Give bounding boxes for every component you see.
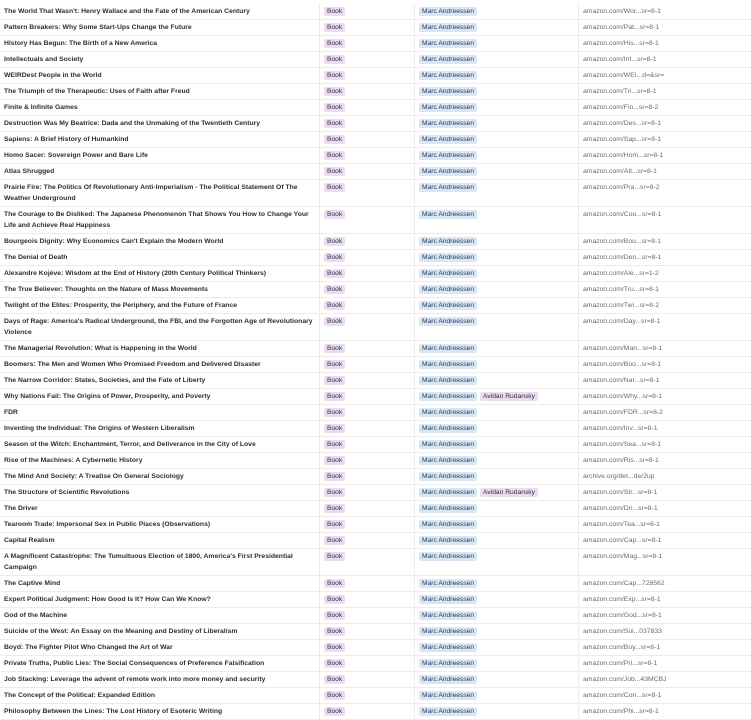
type-tag: Book bbox=[324, 691, 345, 700]
person-tag: Avidan Rudansky bbox=[480, 488, 538, 497]
person-tag: Marc Andreessen bbox=[419, 376, 477, 385]
link-cell[interactable]: amazon.com/Mag...sr=8-1 bbox=[583, 553, 663, 560]
type-cell[interactable] bbox=[320, 207, 415, 233]
title-cell[interactable]: The Courage to Be Disliked: The Japanese Phenomenon That Shows You How to Change Your Life and Achieve Real Happiness bbox=[0, 207, 320, 233]
title-cell[interactable]: Season of the Witch: Enchantment, Terror, and Deliverance in the City of Love bbox=[0, 437, 320, 452]
link-cell[interactable]: amazon.com/Phi...sr=8-1 bbox=[583, 708, 659, 715]
table-row[interactable] bbox=[0, 180, 751, 207]
table-row[interactable] bbox=[0, 36, 751, 52]
title-cell[interactable]: Bourgeois Dignity: Why Economics Can't Explain the Modern World bbox=[0, 234, 320, 249]
person-tag: Marc Andreessen bbox=[419, 87, 477, 96]
link-cell[interactable]: amazon.com/Exp...sr=8-1 bbox=[583, 596, 661, 603]
table-row[interactable] bbox=[0, 84, 751, 100]
link-cell[interactable]: amazon.com/Sea...sr=8-1 bbox=[583, 441, 662, 448]
recommendations-table bbox=[0, 4, 751, 720]
person-tag: Marc Andreessen bbox=[419, 253, 477, 262]
person-tag: Marc Andreessen bbox=[419, 520, 477, 529]
link-cell[interactable]: amazon.com/Man...sr=8-1 bbox=[583, 345, 663, 352]
type-cell[interactable] bbox=[320, 341, 415, 356]
type-tag: Book bbox=[324, 167, 345, 176]
type-cell[interactable] bbox=[320, 357, 415, 372]
type-cell[interactable] bbox=[320, 656, 415, 671]
title-cell[interactable]: The Triumph of the Therapeutic: Uses of Faith after Freud bbox=[0, 84, 320, 99]
link-cell[interactable]: amazon.com/WEI...d=&sr= bbox=[583, 72, 665, 79]
title-cell[interactable]: Prairie Fire: The Politics Of Revolutionary Anti-Imperialism - The Political Statement Of The Weather Underground bbox=[0, 180, 320, 206]
person-tag: Marc Andreessen bbox=[419, 23, 477, 32]
type-cell[interactable] bbox=[320, 20, 415, 35]
type-tag: Book bbox=[324, 579, 345, 588]
recommended-by-cell[interactable] bbox=[415, 704, 579, 719]
link-cell[interactable]: amazon.com/Cap...728562 bbox=[583, 580, 665, 587]
recommended-by-cell[interactable] bbox=[415, 207, 579, 233]
table-row[interactable] bbox=[0, 100, 751, 116]
title-cell[interactable]: Suicide of the West: An Essay on the Meaning and Destiny of Liberalism bbox=[0, 624, 320, 639]
table-row[interactable] bbox=[0, 52, 751, 68]
title-cell[interactable]: Alexandre Kojève: Wisdom at the End of History (20th Century Political Thinkers) bbox=[0, 266, 320, 281]
table-row[interactable] bbox=[0, 4, 751, 20]
type-cell[interactable] bbox=[320, 549, 415, 575]
type-cell[interactable] bbox=[320, 298, 415, 313]
link-cell[interactable]: amazon.com/Tri...sr=8-1 bbox=[583, 88, 657, 95]
type-cell[interactable] bbox=[320, 640, 415, 655]
type-cell[interactable] bbox=[320, 84, 415, 99]
type-tag: Book bbox=[324, 344, 345, 353]
person-tag: Marc Andreessen bbox=[419, 611, 477, 620]
table-row[interactable] bbox=[0, 453, 751, 469]
type-cell[interactable] bbox=[320, 164, 415, 179]
person-tag: Marc Andreessen bbox=[419, 579, 477, 588]
type-cell[interactable] bbox=[320, 266, 415, 281]
type-tag: Book bbox=[324, 536, 345, 545]
table-row[interactable] bbox=[0, 608, 751, 624]
type-tag: Book bbox=[324, 643, 345, 652]
link-cell[interactable]: amazon.com/Ris...sr=8-1 bbox=[583, 457, 659, 464]
person-tag: Marc Andreessen bbox=[419, 643, 477, 652]
recommended-by-cell[interactable] bbox=[415, 608, 579, 623]
type-cell[interactable] bbox=[320, 52, 415, 67]
link-cell[interactable]: amazon.com/Inv...sr=8-1 bbox=[583, 425, 658, 432]
recommended-by-cell[interactable] bbox=[415, 4, 579, 19]
type-tag: Book bbox=[324, 424, 345, 433]
type-tag: Book bbox=[324, 103, 345, 112]
recommended-by-cell[interactable] bbox=[415, 234, 579, 249]
title-cell[interactable]: The True Believer: Thoughts on the Nature of Mass Movements bbox=[0, 282, 320, 297]
table-row[interactable] bbox=[0, 357, 751, 373]
recommended-by-cell[interactable] bbox=[415, 341, 579, 356]
person-tag: Marc Andreessen bbox=[419, 392, 477, 401]
recommended-by-cell[interactable] bbox=[415, 517, 579, 532]
type-cell[interactable] bbox=[320, 672, 415, 687]
link-cell[interactable]: amazon.com/Job...43MCBJ bbox=[583, 676, 667, 683]
person-tag: Marc Andreessen bbox=[419, 488, 477, 497]
type-tag: Book bbox=[324, 675, 345, 684]
person-tag: Marc Andreessen bbox=[419, 39, 477, 48]
title-cell[interactable]: Why Nations Fail: The Origins of Power, Prosperity, and Poverty bbox=[0, 389, 320, 404]
person-tag: Marc Andreessen bbox=[419, 536, 477, 545]
table-row[interactable] bbox=[0, 298, 751, 314]
title-cell[interactable]: The Denial of Death bbox=[0, 250, 320, 265]
recommended-by-cell[interactable] bbox=[415, 148, 579, 163]
person-tag: Marc Andreessen bbox=[419, 360, 477, 369]
recommended-by-cell[interactable] bbox=[415, 52, 579, 67]
title-cell[interactable]: God of the Machine bbox=[0, 608, 320, 623]
person-tag: Marc Andreessen bbox=[419, 103, 477, 112]
person-tag: Marc Andreessen bbox=[419, 472, 477, 481]
table-row[interactable] bbox=[0, 421, 751, 437]
title-cell[interactable]: The Concept of the Political: Expanded Edition bbox=[0, 688, 320, 703]
title-cell[interactable]: The Structure of Scientific Revolutions bbox=[0, 485, 320, 500]
link-cell[interactable]: amazon.com/Bou...sr=8-1 bbox=[583, 238, 662, 245]
title-cell[interactable]: Destruction Was My Beatrice: Dada and the Unmaking of the Twentieth Century bbox=[0, 116, 320, 131]
person-tag: Marc Andreessen bbox=[419, 135, 477, 144]
table-row[interactable] bbox=[0, 501, 751, 517]
link-cell[interactable]: amazon.com/Den...sr=8-1 bbox=[583, 254, 662, 261]
type-cell[interactable] bbox=[320, 36, 415, 51]
table-row[interactable] bbox=[0, 314, 751, 341]
person-tag: Marc Andreessen bbox=[419, 595, 477, 604]
title-cell[interactable]: Philosophy Between the Lines: The Lost History of Esoteric Writing bbox=[0, 704, 320, 719]
type-tag: Book bbox=[324, 151, 345, 160]
recommended-by-cell[interactable] bbox=[415, 656, 579, 671]
recommended-by-cell[interactable] bbox=[415, 421, 579, 436]
title-cell[interactable]: Expert Political Judgment: How Good Is It? How Can We Know? bbox=[0, 592, 320, 607]
type-cell[interactable] bbox=[320, 608, 415, 623]
person-tag: Marc Andreessen bbox=[419, 659, 477, 668]
person-tag: Marc Andreessen bbox=[419, 285, 477, 294]
type-cell[interactable] bbox=[320, 688, 415, 703]
table-row[interactable] bbox=[0, 672, 751, 688]
type-cell[interactable] bbox=[320, 282, 415, 297]
type-cell[interactable] bbox=[320, 704, 415, 719]
table-row[interactable] bbox=[0, 656, 751, 672]
person-tag: Marc Andreessen bbox=[419, 504, 477, 513]
type-tag: Book bbox=[324, 183, 345, 192]
link-cell[interactable]: amazon.com/Pri...sr=8-1 bbox=[583, 660, 658, 667]
person-tag: Marc Andreessen bbox=[419, 552, 477, 561]
type-cell[interactable] bbox=[320, 373, 415, 388]
type-tag: Book bbox=[324, 237, 345, 246]
table-row[interactable] bbox=[0, 20, 751, 36]
recommended-by-cell[interactable] bbox=[415, 20, 579, 35]
type-cell[interactable] bbox=[320, 116, 415, 131]
type-cell[interactable] bbox=[320, 576, 415, 591]
link-cell[interactable]: amazon.com/Fin...sr=8-2 bbox=[583, 104, 659, 111]
type-tag: Book bbox=[324, 135, 345, 144]
type-tag: Book bbox=[324, 360, 345, 369]
type-tag: Book bbox=[324, 488, 345, 497]
title-cell[interactable]: Tearoom Trade: Impersonal Sex in Public Places (Observations) bbox=[0, 517, 320, 532]
type-cell[interactable] bbox=[320, 453, 415, 468]
person-tag: Marc Andreessen bbox=[419, 344, 477, 353]
type-tag: Book bbox=[324, 504, 345, 513]
type-cell[interactable] bbox=[320, 148, 415, 163]
title-cell[interactable]: The Captive Mind bbox=[0, 576, 320, 591]
table-row[interactable] bbox=[0, 207, 751, 234]
recommended-by-cell[interactable] bbox=[415, 298, 579, 313]
title-cell[interactable]: A Magnificent Catastrophe: The Tumultuous Election of 1800, America's First Presidential Campaign bbox=[0, 549, 320, 575]
person-tag: Marc Andreessen bbox=[419, 675, 477, 684]
recommended-by-cell[interactable] bbox=[415, 100, 579, 115]
recommended-by-cell[interactable] bbox=[415, 36, 579, 51]
recommended-by-cell[interactable] bbox=[415, 314, 579, 340]
type-cell[interactable] bbox=[320, 592, 415, 607]
title-cell[interactable]: Capital Realism bbox=[0, 533, 320, 548]
table-row[interactable] bbox=[0, 517, 751, 533]
recommended-by-cell[interactable] bbox=[415, 132, 579, 147]
type-cell[interactable] bbox=[320, 421, 415, 436]
type-tag: Book bbox=[324, 472, 345, 481]
recommended-by-cell[interactable] bbox=[415, 576, 579, 591]
type-cell[interactable] bbox=[320, 314, 415, 340]
link-cell[interactable]: amazon.com/Boy...sr=8-1 bbox=[583, 644, 661, 651]
link-cell[interactable]: amazon.com/Sui...037833 bbox=[583, 628, 662, 635]
recommended-by-cell[interactable] bbox=[415, 405, 579, 420]
person-tag: Marc Andreessen bbox=[419, 408, 477, 417]
type-tag: Book bbox=[324, 440, 345, 449]
person-tag: Marc Andreessen bbox=[419, 424, 477, 433]
recommended-by-cell[interactable] bbox=[415, 592, 579, 607]
table-row[interactable] bbox=[0, 469, 751, 485]
type-tag: Book bbox=[324, 23, 345, 32]
person-tag: Marc Andreessen bbox=[419, 440, 477, 449]
table-row[interactable] bbox=[0, 533, 751, 549]
person-tag: Marc Andreessen bbox=[419, 210, 477, 219]
link-cell[interactable]: amazon.com/Con...sr=8-1 bbox=[583, 692, 662, 699]
person-tag: Marc Andreessen bbox=[419, 167, 477, 176]
table-row[interactable] bbox=[0, 576, 751, 592]
type-tag: Book bbox=[324, 55, 345, 64]
title-cell[interactable]: The Narrow Corridor: States, Societies, and the Fate of Liberty bbox=[0, 373, 320, 388]
type-tag: Book bbox=[324, 456, 345, 465]
recommended-by-cell[interactable] bbox=[415, 453, 579, 468]
person-tag: Marc Andreessen bbox=[419, 55, 477, 64]
type-cell[interactable] bbox=[320, 517, 415, 532]
title-cell[interactable]: Job Stacking: Leverage the advent of remote work into more money and security bbox=[0, 672, 320, 687]
link-cell[interactable]: amazon.com/Wor...sr=8-1 bbox=[583, 8, 661, 15]
table-row[interactable] bbox=[0, 640, 751, 656]
recommended-by-cell[interactable] bbox=[415, 266, 579, 281]
link-cell[interactable]: amazon.com/His...sr=8-1 bbox=[583, 40, 659, 47]
person-tag: Marc Andreessen bbox=[419, 119, 477, 128]
title-cell[interactable]: Boyd: The Fighter Pilot Who Changed the Art of War bbox=[0, 640, 320, 655]
recommended-by-cell[interactable] bbox=[415, 437, 579, 452]
table-row[interactable] bbox=[0, 68, 751, 84]
link-cell[interactable]: amazon.com/Int...sr=8-1 bbox=[583, 56, 657, 63]
type-tag: Book bbox=[324, 317, 345, 326]
link-cell[interactable]: amazon.com/Atl...sr=8-1 bbox=[583, 168, 657, 175]
recommended-by-cell[interactable] bbox=[415, 624, 579, 639]
type-tag: Book bbox=[324, 611, 345, 620]
recommended-by-cell[interactable] bbox=[415, 84, 579, 99]
table-row[interactable] bbox=[0, 405, 751, 421]
type-tag: Book bbox=[324, 392, 345, 401]
table-row[interactable] bbox=[0, 148, 751, 164]
type-tag: Book bbox=[324, 707, 345, 716]
recommended-by-cell[interactable] bbox=[415, 672, 579, 687]
recommended-by-cell[interactable] bbox=[415, 373, 579, 388]
recommended-by-cell[interactable] bbox=[415, 485, 579, 500]
recommended-by-cell[interactable] bbox=[415, 164, 579, 179]
person-tag: Avidan Rudansky bbox=[480, 392, 538, 401]
person-tag: Marc Andreessen bbox=[419, 707, 477, 716]
link-cell[interactable]: amazon.com/God...sr=8-1 bbox=[583, 612, 662, 619]
person-tag: Marc Andreessen bbox=[419, 691, 477, 700]
type-cell[interactable] bbox=[320, 389, 415, 404]
type-cell[interactable] bbox=[320, 234, 415, 249]
link-cell[interactable]: amazon.com/Pat...sr=8-1 bbox=[583, 24, 660, 31]
table-row[interactable] bbox=[0, 266, 751, 282]
type-cell[interactable] bbox=[320, 132, 415, 147]
recommended-by-cell[interactable] bbox=[415, 282, 579, 297]
recommended-by-cell[interactable] bbox=[415, 180, 579, 206]
type-tag: Book bbox=[324, 285, 345, 294]
type-cell[interactable] bbox=[320, 405, 415, 420]
table-row[interactable] bbox=[0, 234, 751, 250]
person-tag: Marc Andreessen bbox=[419, 317, 477, 326]
type-tag: Book bbox=[324, 659, 345, 668]
type-tag: Book bbox=[324, 210, 345, 219]
type-tag: Book bbox=[324, 119, 345, 128]
link-cell[interactable]: amazon.com/Boo...sr=8-1 bbox=[583, 361, 662, 368]
link-cell[interactable]: archive.org/det...de/2up bbox=[583, 473, 655, 480]
link-cell[interactable]: amazon.com/Ale...sr=1-2 bbox=[583, 270, 659, 277]
person-tag: Marc Andreessen bbox=[419, 301, 477, 310]
type-tag: Book bbox=[324, 408, 345, 417]
table-row[interactable] bbox=[0, 132, 751, 148]
type-tag: Book bbox=[324, 7, 345, 16]
link-cell[interactable]: amazon.com/Sap...sr=8-1 bbox=[583, 136, 662, 143]
recommended-by-cell[interactable] bbox=[415, 389, 579, 404]
type-tag: Book bbox=[324, 301, 345, 310]
table-row[interactable] bbox=[0, 389, 751, 405]
type-tag: Book bbox=[324, 71, 345, 80]
link-cell[interactable]: amazon.com/Des...sr=8-1 bbox=[583, 120, 662, 127]
table-row[interactable] bbox=[0, 624, 751, 640]
title-cell[interactable]: Inventing the Individual: The Origins of Western Liberalism bbox=[0, 421, 320, 436]
person-tag: Marc Andreessen bbox=[419, 71, 477, 80]
title-cell[interactable]: Twilight of the Elites: Prosperity, the Periphery, and the Future of France bbox=[0, 298, 320, 313]
link-cell[interactable]: amazon.com/Why...sr=8-1 bbox=[583, 393, 663, 400]
link-cell[interactable]: amazon.com/Twi...sr=8-2 bbox=[583, 302, 660, 309]
recommended-by-cell[interactable] bbox=[415, 357, 579, 372]
title-cell[interactable]: History Has Begun: The Birth of a New America bbox=[0, 36, 320, 51]
link-cell[interactable]: amazon.com/Str...sr=8-1 bbox=[583, 489, 658, 496]
recommended-by-cell[interactable] bbox=[415, 501, 579, 516]
type-cell[interactable] bbox=[320, 437, 415, 452]
table-row[interactable] bbox=[0, 341, 751, 357]
title-cell[interactable]: Sapiens: A Brief History of Humankind bbox=[0, 132, 320, 147]
person-tag: Marc Andreessen bbox=[419, 7, 477, 16]
title-cell[interactable]: Finite & Infinite Games bbox=[0, 100, 320, 115]
link-cell[interactable]: amazon.com/Hom...sr=8-1 bbox=[583, 152, 664, 159]
type-tag: Book bbox=[324, 253, 345, 262]
title-cell[interactable]: The World That Wasn't: Henry Wallace and the Fate of the American Century bbox=[0, 4, 320, 19]
recommended-by-cell[interactable] bbox=[415, 68, 579, 83]
table-row[interactable] bbox=[0, 549, 751, 576]
type-cell[interactable] bbox=[320, 68, 415, 83]
title-cell[interactable]: The Driver bbox=[0, 501, 320, 516]
table-row[interactable] bbox=[0, 373, 751, 389]
person-tag: Marc Andreessen bbox=[419, 627, 477, 636]
table-row[interactable] bbox=[0, 116, 751, 132]
type-tag: Book bbox=[324, 39, 345, 48]
type-tag: Book bbox=[324, 595, 345, 604]
person-tag: Marc Andreessen bbox=[419, 237, 477, 246]
recommended-by-cell[interactable] bbox=[415, 688, 579, 703]
type-cell[interactable] bbox=[320, 624, 415, 639]
link-cell[interactable]: amazon.com/Tea...sr=8-1 bbox=[583, 521, 660, 528]
title-cell[interactable]: Boomers: The Men and Women Who Promised Freedom and Delivered Disaster bbox=[0, 357, 320, 372]
title-cell[interactable]: Rise of the Machines: A Cybernetic History bbox=[0, 453, 320, 468]
table-row[interactable] bbox=[0, 282, 751, 298]
table-row[interactable] bbox=[0, 704, 751, 720]
title-cell[interactable]: Homo Sacer: Sovereign Power and Bare Life bbox=[0, 148, 320, 163]
type-tag: Book bbox=[324, 552, 345, 561]
table-row[interactable] bbox=[0, 164, 751, 180]
type-cell[interactable] bbox=[320, 501, 415, 516]
type-cell[interactable] bbox=[320, 250, 415, 265]
recommended-by-cell[interactable] bbox=[415, 250, 579, 265]
title-cell[interactable]: Intellectuals and Society bbox=[0, 52, 320, 67]
link-cell[interactable]: amazon.com/Nar...sr=8-1 bbox=[583, 377, 660, 384]
table-row[interactable] bbox=[0, 485, 751, 501]
title-cell[interactable]: WEIRDest People in the World bbox=[0, 68, 320, 83]
recommended-by-cell[interactable] bbox=[415, 469, 579, 484]
recommended-by-cell[interactable] bbox=[415, 640, 579, 655]
type-tag: Book bbox=[324, 269, 345, 278]
link-cell[interactable]: amazon.com/Pra...sr=8-2 bbox=[583, 184, 660, 191]
link-cell[interactable]: amazon.com/Cou...sr=8-1 bbox=[583, 211, 662, 218]
person-tag: Marc Andreessen bbox=[419, 183, 477, 192]
link-cell[interactable]: amazon.com/Tru...sr=8-1 bbox=[583, 286, 659, 293]
type-cell[interactable] bbox=[320, 533, 415, 548]
recommended-by-cell[interactable] bbox=[415, 116, 579, 131]
link-cell[interactable]: amazon.com/Day...sr=8-1 bbox=[583, 318, 661, 325]
type-cell[interactable] bbox=[320, 485, 415, 500]
type-tag: Book bbox=[324, 627, 345, 636]
type-cell[interactable] bbox=[320, 469, 415, 484]
link-cell[interactable]: amazon.com/Cap...sr=8-1 bbox=[583, 537, 662, 544]
type-cell[interactable] bbox=[320, 4, 415, 19]
type-cell[interactable] bbox=[320, 180, 415, 206]
title-cell[interactable]: Days of Rage: America's Radical Underground, the FBI, and the Forgotten Age of Revolutionary Violence bbox=[0, 314, 320, 340]
link-cell[interactable]: amazon.com/FDR...sr=8-2 bbox=[583, 409, 663, 416]
person-tag: Marc Andreessen bbox=[419, 151, 477, 160]
table-row[interactable] bbox=[0, 688, 751, 704]
person-tag: Marc Andreessen bbox=[419, 269, 477, 278]
type-cell[interactable] bbox=[320, 100, 415, 115]
type-tag: Book bbox=[324, 87, 345, 96]
title-cell[interactable]: The Mind And Society: A Treatise On General Sociology bbox=[0, 469, 320, 484]
recommended-by-cell[interactable] bbox=[415, 549, 579, 575]
title-cell[interactable]: The Managerial Revolution: What is Happening in the World bbox=[0, 341, 320, 356]
type-tag: Book bbox=[324, 520, 345, 529]
person-tag: Marc Andreessen bbox=[419, 456, 477, 465]
table-row[interactable] bbox=[0, 592, 751, 608]
link-cell[interactable]: amazon.com/Dri...sr=8-1 bbox=[583, 505, 658, 512]
type-tag: Book bbox=[324, 376, 345, 385]
table-row[interactable] bbox=[0, 250, 751, 266]
recommended-by-cell[interactable] bbox=[415, 533, 579, 548]
title-cell[interactable]: Atlas Shrugged bbox=[0, 164, 320, 179]
table-row[interactable] bbox=[0, 437, 751, 453]
title-cell[interactable]: Pattern Breakers: Why Some Start-Ups Change the Future bbox=[0, 20, 320, 35]
title-cell[interactable]: Private Truths, Public Lies: The Social Consequences of Preference Falsification bbox=[0, 656, 320, 671]
title-cell[interactable]: FDR bbox=[0, 405, 320, 420]
